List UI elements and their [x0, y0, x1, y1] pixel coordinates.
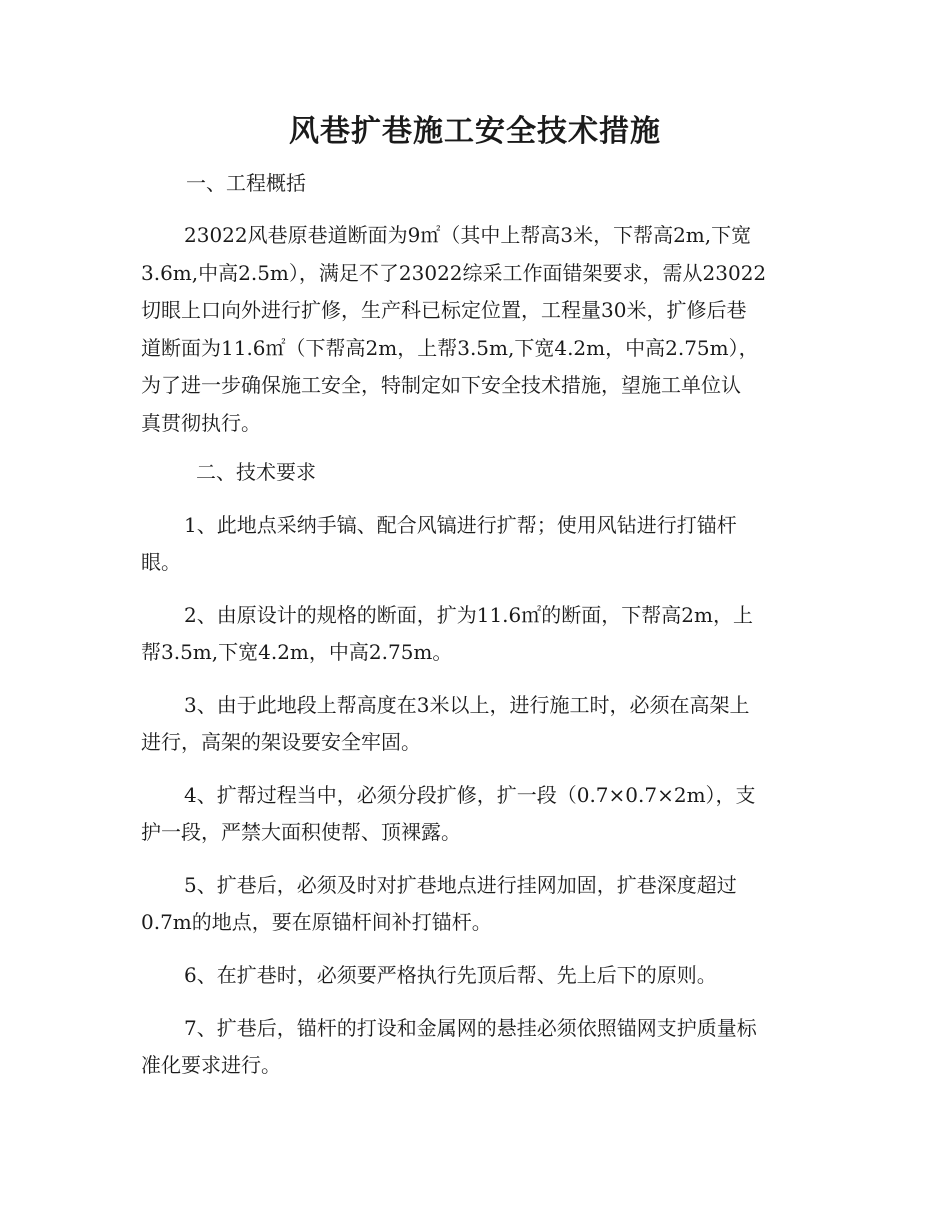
paragraph-line: 眼。 — [141, 550, 181, 574]
paragraph-line: 准化要求进行。 — [141, 1053, 281, 1077]
section-heading-requirements: 二、技术要求 — [196, 460, 316, 484]
paragraph-line: 23022风巷原巷道断面为9㎡（其中上帮高3米，下帮高2m,下宽 — [184, 223, 752, 247]
paragraph-line: 为了进一步确保施工安全，特制定如下安全技术措施，望施工单位认 — [141, 373, 741, 397]
overview-paragraph — [141, 217, 809, 442]
paragraph-line: 护一段，严禁大面积使帮、顶裸露。 — [141, 820, 461, 844]
section-heading-overview: 一、工程概括 — [186, 171, 306, 195]
paragraph-line: 切眼上口向外进行扩修，生产科已标定位置，工程量30米，扩修后巷 — [141, 298, 747, 322]
paragraph-line: 4、扩帮过程当中，必须分段扩修，扩一段（0.7×0.7×2m），支 — [184, 783, 756, 807]
paragraph-line: 进行，高架的架设要安全牢固。 — [141, 730, 421, 754]
paragraph-line: 5、扩巷后，必须及时对扩巷地点进行挂网加固，扩巷深度超过 — [184, 873, 737, 897]
requirement-item-5 — [141, 867, 809, 941]
paragraph-line: 0.7m的地点，要在原锚杆间补打锚杆。 — [141, 910, 492, 934]
requirement-item-4 — [141, 777, 809, 851]
requirement-item-2 — [141, 597, 809, 671]
requirement-item-7 — [141, 1010, 809, 1084]
paragraph-line: 帮3.5m,下宽4.2m，中高2.75m。 — [141, 640, 453, 664]
requirement-item-6 — [141, 957, 809, 994]
paragraph-line: 6、在扩巷时，必须要严格执行先顶后帮、先上后下的原则。 — [184, 963, 717, 987]
paragraph-line: 1、此地点采纳手镐、配合风镐进行扩帮；使用风钻进行打锚杆 — [184, 513, 737, 537]
paragraph-line: 道断面为11.6㎡（下帮高2m，上帮3.5m,下宽4.2m，中高2.75m）， — [141, 335, 759, 360]
paragraph-line: 3.6m,中高2.5m），满足不了23022综采工作面错架要求，需从23022 — [141, 260, 767, 285]
paragraph-line: 7、扩巷后，锚杆的打设和金属网的悬挂必须依照锚网支护质量标 — [184, 1016, 757, 1040]
paragraph-line: 3、由于此地段上帮高度在3米以上，进行施工时，必须在高架上 — [184, 693, 750, 717]
paragraph-line: 2、由原设计的规格的断面，扩为11.6㎡的断面，下帮高2m，上 — [184, 603, 753, 627]
requirement-item-1 — [141, 507, 809, 581]
document-title: 风巷扩巷施工安全技术措施 — [289, 114, 661, 149]
paragraph-line: 真贯彻执行。 — [141, 410, 261, 435]
requirement-item-3 — [141, 687, 809, 761]
